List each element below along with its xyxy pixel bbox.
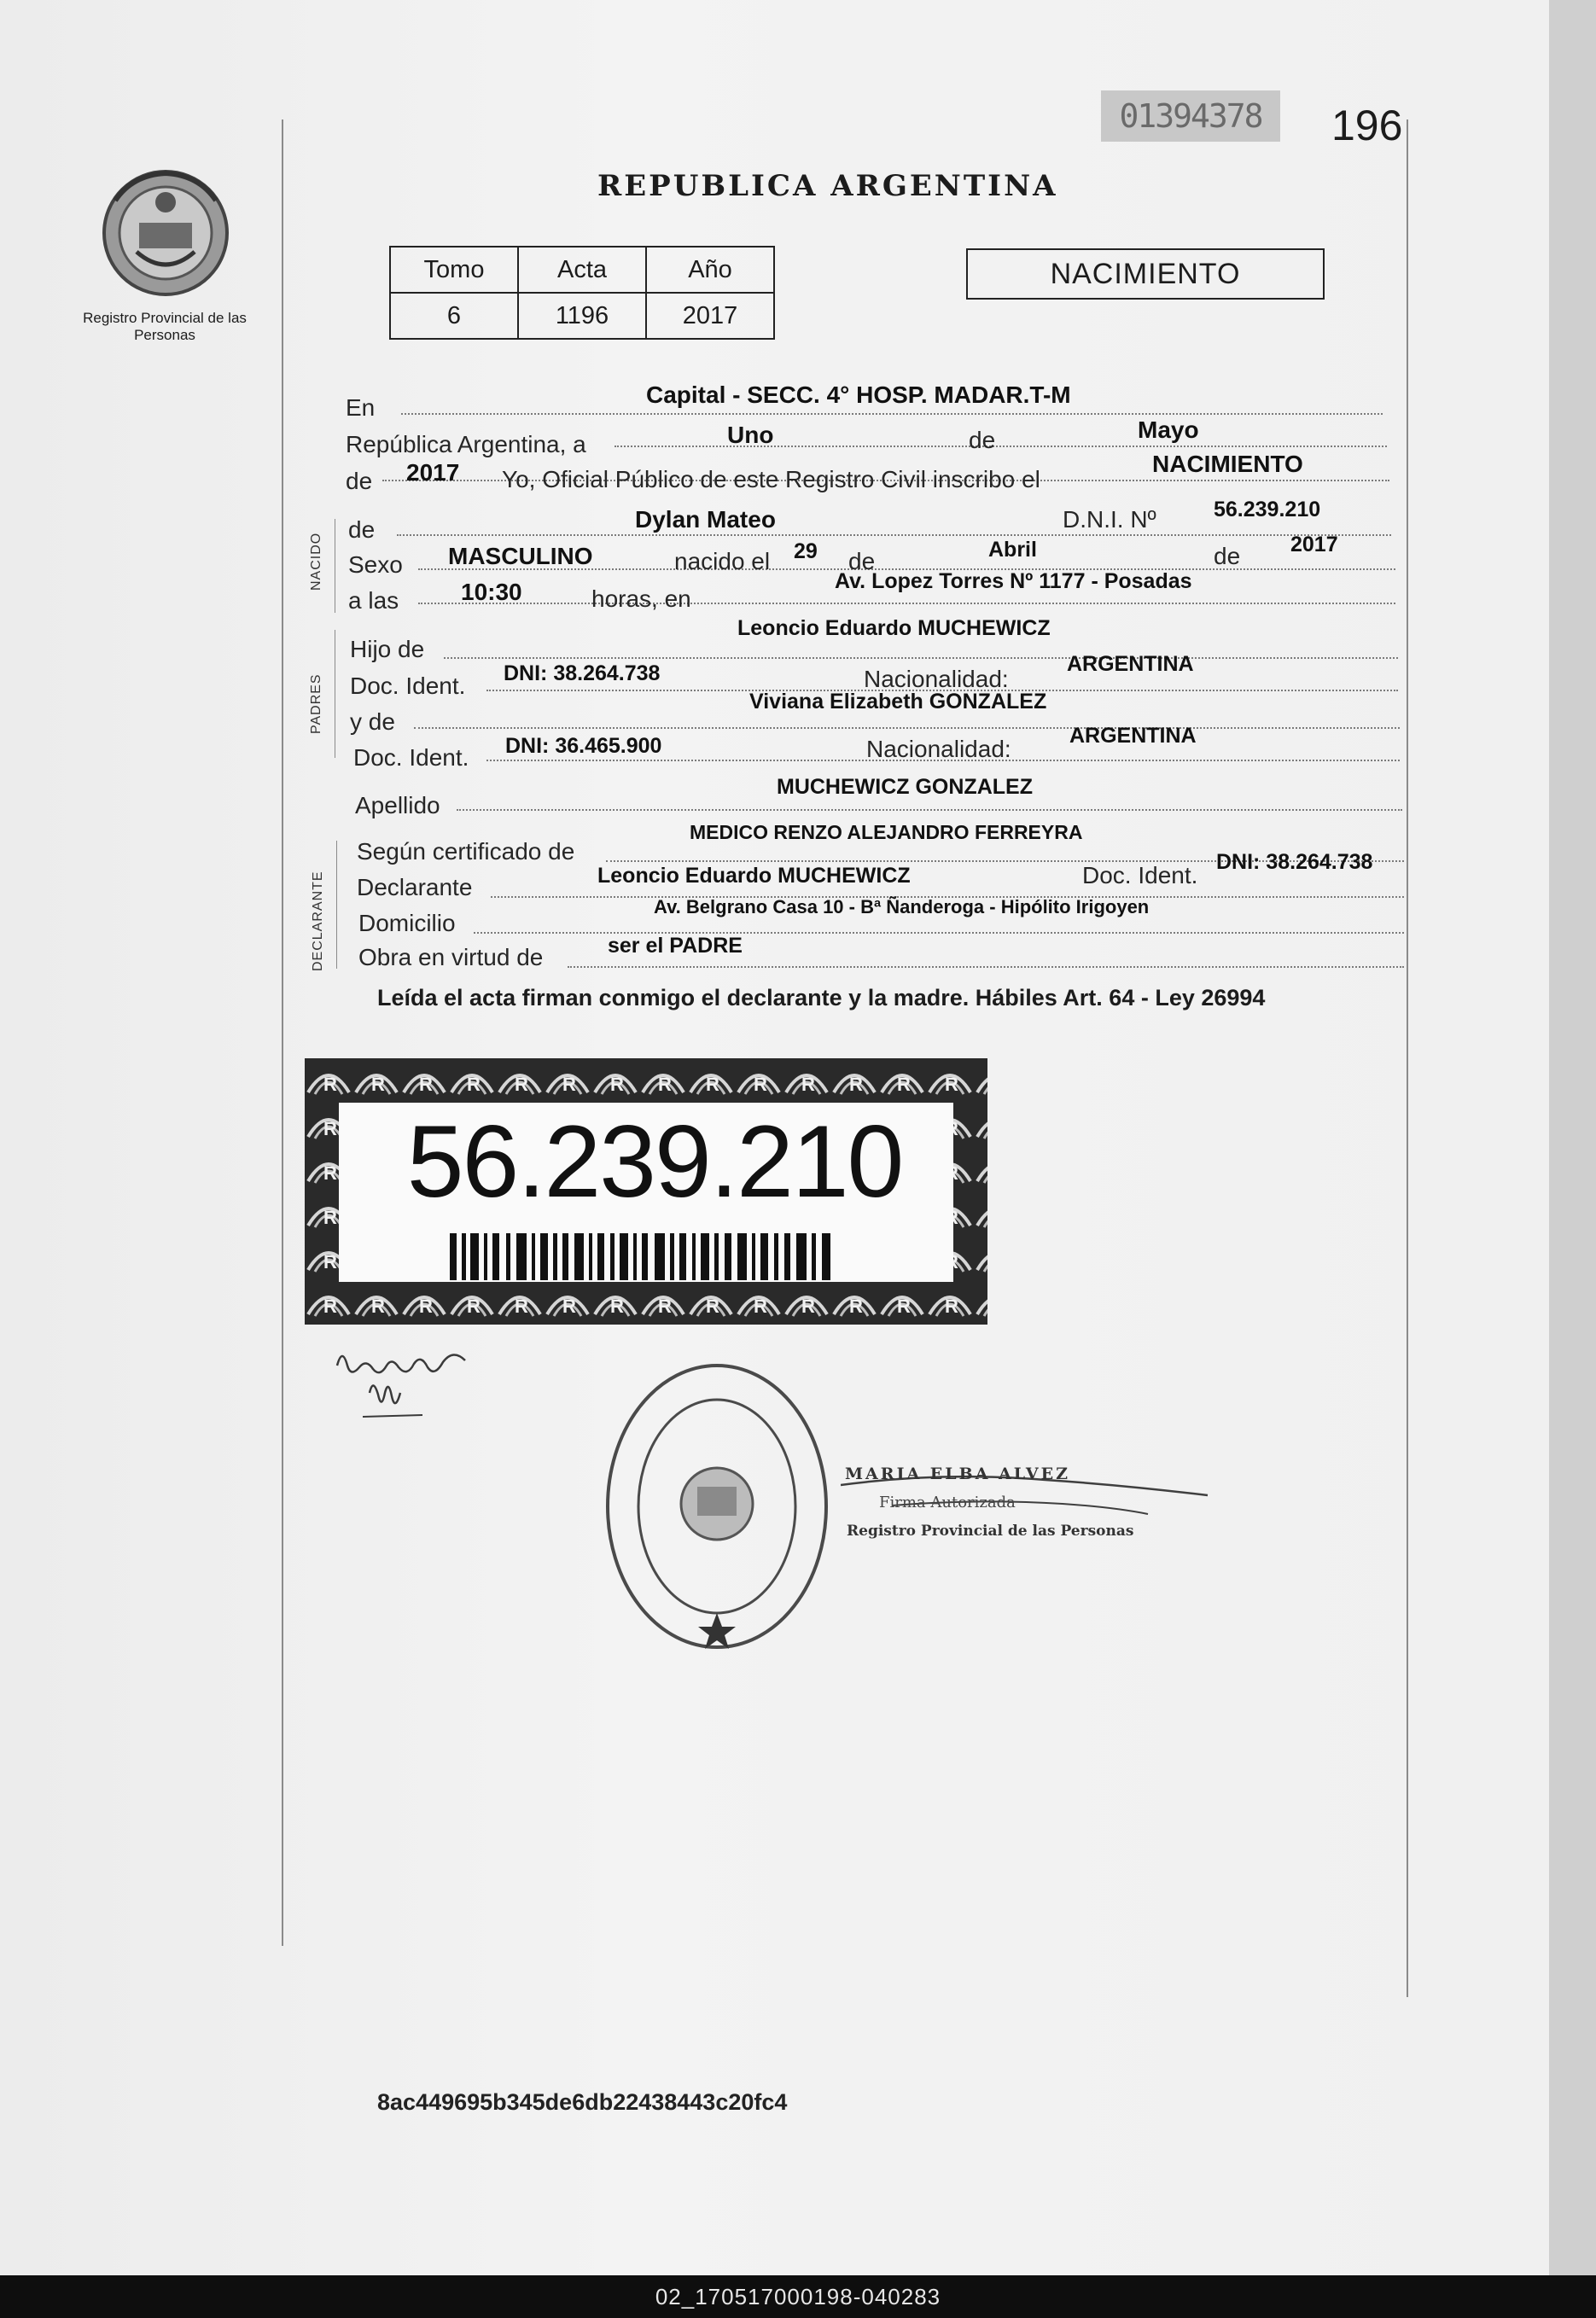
document-hash: 8ac449695b345de6db22438443c20fc4: [377, 2089, 788, 2115]
scan-footer-code: 02_170517000198-040283: [0, 2275, 1596, 2318]
line-obra: [568, 966, 1404, 968]
value-child-name: Dylan Mateo: [635, 506, 776, 533]
label-hijo-de: Hijo de: [350, 636, 425, 662]
side-label-nacido: NACIDO: [309, 532, 323, 591]
left-margin-rule: [282, 119, 283, 1946]
label-de-year: de: [346, 468, 373, 494]
label-apellido: Apellido: [355, 792, 440, 818]
label-nacido: nacido el: [674, 548, 771, 574]
anio-header: Año: [646, 247, 774, 293]
label-doc-ident-father: Doc. Ident.: [350, 673, 466, 699]
province-crest-icon: [98, 166, 233, 299]
crest-caption: Registro Provincial de las Personas: [83, 310, 247, 343]
anio-value: 2017: [646, 293, 774, 339]
value-declarant-name: Leoncio Eduardo MUCHEWICZ: [597, 864, 911, 888]
value-child-dni: 56.239.210: [1214, 498, 1321, 521]
label-de-name: de: [348, 516, 376, 543]
line-apellido: [457, 809, 1402, 811]
label-declarante: Declarante: [357, 874, 473, 900]
value-father-doc: DNI: 38.264.738: [504, 661, 661, 685]
label-obra: Obra en virtud de: [358, 944, 544, 970]
line-nombre: [397, 534, 1391, 536]
id-number-ticket: [305, 1058, 987, 1325]
value-declarant-doc: DNI: 38.264.738: [1216, 850, 1373, 874]
label-oficial: Yo, Oficial Público de este Registro Civil inscribo el: [502, 466, 1040, 492]
value-sex: MASCULINO: [448, 543, 593, 569]
label-de-month: de: [969, 427, 996, 453]
label-y-de: y de: [350, 708, 395, 735]
id-number-panel: [339, 1103, 953, 1282]
value-father-name: Leoncio Eduardo MUCHEWICZ: [737, 616, 1051, 640]
serial-number: 01394378: [1101, 90, 1280, 142]
official-role: Firma Autorizada: [879, 1494, 1016, 1511]
value-capacity: ser el PADRE: [608, 934, 743, 958]
value-birth-time: 10:30: [461, 579, 522, 605]
official-stamp-icon: [602, 1357, 832, 1656]
closing-text: Leída el acta firman conmigo el declarante y la madre. Hábiles Art. 64 - Ley 26994: [377, 985, 1266, 1010]
page-edge: [1549, 0, 1596, 2275]
declarant-signature-icon: [329, 1340, 491, 1434]
value-mother-doc: DNI: 36.465.900: [505, 734, 662, 758]
line-padre: [444, 657, 1398, 659]
official-registry: Registro Provincial de las Personas: [847, 1523, 1134, 1540]
value-mother-name: Viviana Elizabeth GONZALEZ: [749, 690, 1047, 713]
value-place: Capital - SECC. 4° HOSP. MADAR.T-M: [646, 381, 1071, 408]
label-de-birth-month: de: [848, 548, 876, 574]
acta-header: Acta: [518, 247, 646, 293]
value-birth-day: 29: [794, 539, 818, 563]
value-year: 2017: [406, 459, 460, 486]
id-number: 56.239.210: [406, 1104, 903, 1219]
line-hora: [418, 603, 1395, 604]
label-horas: horas, en: [591, 585, 691, 612]
page-number: 196: [1331, 102, 1403, 149]
value-surname: MUCHEWICZ GONZALEZ: [777, 775, 1033, 799]
right-margin-rule: [1407, 119, 1408, 1997]
label-domicilio: Domicilio: [358, 910, 456, 936]
label-de-birth-year: de: [1214, 543, 1241, 569]
record-type-box: NACIMIENTO: [966, 248, 1325, 300]
line-en: [401, 413, 1383, 415]
declarante-section-rule: [336, 841, 337, 969]
label-nacionalidad-father: Nacionalidad:: [864, 666, 1009, 692]
tomo-header: Tomo: [390, 247, 518, 293]
line-madre: [414, 727, 1400, 729]
value-address: Av. Belgrano Casa 10 - Bª Ñanderoga - Hipólito Irigoyen: [654, 896, 1150, 917]
value-birth-place: Av. Lopez Torres Nº 1177 - Posadas: [835, 569, 1192, 593]
label-a-las: a las: [348, 587, 399, 614]
value-birth-month: Abril: [988, 538, 1037, 562]
official-name: MARIA ELBA ALVEZ: [845, 1465, 1071, 1483]
label-dni: D.N.I. Nº: [1063, 506, 1156, 533]
tomo-value: 6: [390, 293, 518, 339]
label-doc-ident-declarant: Doc. Ident.: [1082, 862, 1198, 888]
value-mother-nationality: ARGENTINA: [1069, 724, 1197, 748]
side-label-declarante: DECLARANTE: [311, 871, 325, 971]
label-doc-ident-mother: Doc. Ident.: [353, 744, 469, 771]
value-certificate: MEDICO RENZO ALEJANDRO FERREYRA: [690, 821, 1083, 843]
side-label-padres: PADRES: [309, 673, 323, 734]
country-title: REPUBLICA ARGENTINA: [597, 169, 1058, 203]
label-en: En: [346, 394, 376, 421]
label-nacionalidad-mother: Nacionalidad:: [866, 736, 1011, 762]
registry-table: [389, 246, 775, 340]
value-father-nationality: ARGENTINA: [1067, 652, 1194, 676]
value-day-word: Uno: [727, 422, 774, 448]
label-republica: República Argentina, a: [346, 431, 586, 457]
acta-value: 1196: [518, 293, 646, 339]
value-act-type: NACIMIENTO: [1152, 451, 1303, 477]
value-birth-year: 2017: [1290, 533, 1338, 556]
label-sexo: Sexo: [348, 551, 403, 578]
label-segun: Según certificado de: [357, 838, 575, 865]
barcode-icon: [450, 1233, 834, 1280]
value-month: Mayo: [1138, 416, 1199, 443]
